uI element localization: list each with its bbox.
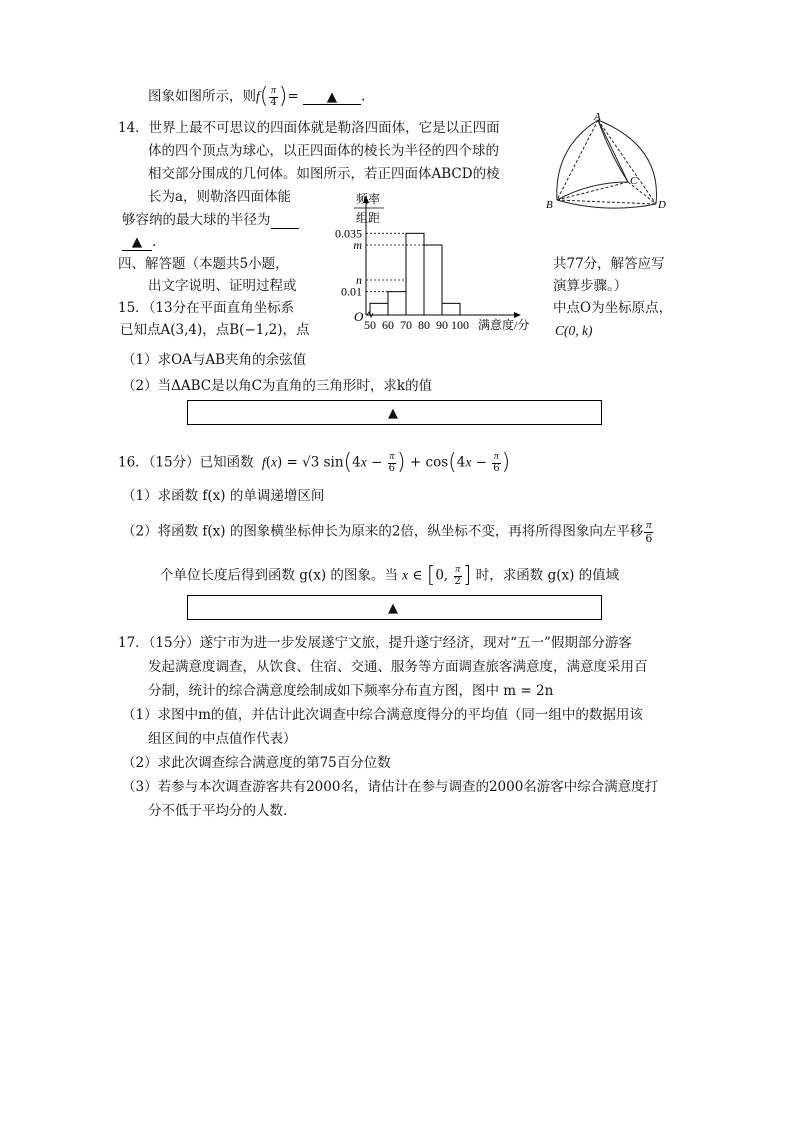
- histogram-bar: [442, 303, 460, 315]
- x-tick-label: 50: [364, 318, 376, 332]
- q15-sub2: （2）当ΔABC是以角C为直角的三角形时，求k的值: [122, 378, 433, 394]
- q16-sub1: （1）求函数 f(x) 的单调递增区间: [122, 488, 325, 504]
- x-tick-label: 70: [400, 318, 412, 332]
- frequency-histogram: [318, 190, 548, 340]
- q17-sub3-b: 分不低于平均分的人数.: [148, 803, 288, 819]
- histogram-bar: [424, 245, 442, 315]
- q17-sub1-a: （1）求图中m的值，并估计此次调查中综合满意度得分的平均值（同一组中的数据用该: [122, 707, 643, 723]
- section4-line1-left: 四、解答题（本题共5小题，: [118, 256, 289, 272]
- outer-arc-bottom: [557, 200, 656, 208]
- q17-sub3-a: （3）若参与本次调查游客共有2000名，请估计在参与调查的2000名游客中综合满意度打: [122, 779, 659, 795]
- q14-line3: 相交部分围成的几何体。如图所示，若正四面体ABCD的棱: [148, 166, 500, 182]
- q17-sub1-b: 组区间的中点值作代表）: [148, 731, 297, 747]
- q13-answer-line: 图象如图所示，则f( $\frac{\pi}{4}$ )= ▲ .: [148, 84, 366, 109]
- q14-line4: 长为a，则勒洛四面体能: [148, 189, 292, 205]
- q17-sub2: （2）求此次调查综合满意度的第75百分位数: [122, 755, 391, 771]
- q14-line1: 14．世界上最不可思议的四面体就是勒洛四面体，它是以正四面: [118, 120, 500, 136]
- q16-answer-box: ▲: [187, 595, 602, 620]
- section4-line2-left: 出文字说明、证明过程或: [148, 278, 297, 294]
- x-tick-label: 90: [436, 318, 448, 332]
- q15-line1-right: 中点O为坐标原点，: [553, 300, 673, 316]
- histogram-bar: [406, 233, 424, 315]
- q16-sub2-line2: 个单位长度后得到函数 g(x) 的图象。当 x ∈ [0, $\frac{\pi}{2}$ ] 时，求函数 g(x) 的值域: [160, 563, 620, 588]
- section4-line1-right: 共77分，解答应写: [553, 256, 665, 272]
- y-tick-label: n: [356, 273, 362, 287]
- y-tick-label: m: [353, 238, 362, 252]
- histogram-bar: [388, 292, 406, 315]
- x-tick-label: 80: [418, 318, 430, 332]
- label-A: A: [594, 112, 601, 123]
- q17-line1: 17．（15分）遂宁市为进一步发展遂宁文旅，提升遂宁经济，现对“五一”假期部分游客: [118, 635, 632, 651]
- q17-line3: 分制，统计的综合满意度绘制成如下频率分布直方图，图中 m = 2n: [148, 683, 554, 699]
- label-B: B: [546, 199, 553, 211]
- reuleaux-tetrahedron-figure: [540, 112, 680, 212]
- pi-over-4: $\frac{\pi}{4}$: [270, 85, 277, 108]
- y-tick-label: 0.035: [335, 226, 362, 241]
- q15-line1-left: 15．（13分在平面直角坐标系: [118, 300, 295, 316]
- q15-sub1: （1）求OA与AB夹角的余弦值: [122, 352, 307, 368]
- x-tick-label: 100: [451, 318, 469, 332]
- label-C: C: [630, 175, 638, 187]
- x-axis-label: 满意度/分: [478, 318, 530, 332]
- x-tick-label: 60: [382, 318, 394, 332]
- label-D: D: [658, 199, 666, 211]
- q17-line2: 发起满意度调查，从饮食、住宿、交通、服务等方面调查旅客满意度，满意度采用百: [148, 659, 648, 675]
- y-tick-label: 0.01: [341, 284, 362, 299]
- q14-line5: 够容纳的最大球的半径为: [122, 214, 299, 229]
- q14-line2: 体的四个顶点为球心，以正四面体的棱长为半径的四个球的: [148, 143, 499, 159]
- q14-answer: ▲ .: [122, 236, 156, 251]
- q16-sub2-line1: （2）将函数 f(x) 的图象横坐标伸长为原来的2倍，纵坐标不变，再将所得图象向左平移 $\frac{\pi}{6}$: [122, 519, 653, 545]
- answer-blank: ▲: [303, 91, 361, 106]
- q15-line2-left: 已知点A(3,4)，点B(−1,2)，点: [120, 322, 310, 338]
- q15-answer-box: ▲: [187, 400, 602, 425]
- q15-point-c: C(0, k): [555, 323, 593, 338]
- section4-line2-right: 演算步骤。）: [553, 278, 628, 294]
- y-axis-label-top: 频率: [356, 192, 381, 206]
- origin-label: O: [354, 309, 364, 324]
- q16-head: 16．（15分）已知函数 f(x) = √3 sin(4x − $\frac{\pi}{6}$ ) + cos(4x − $\frac{\pi}{6}$ ): [118, 450, 511, 475]
- y-axis-label-bottom: 组距: [356, 211, 381, 225]
